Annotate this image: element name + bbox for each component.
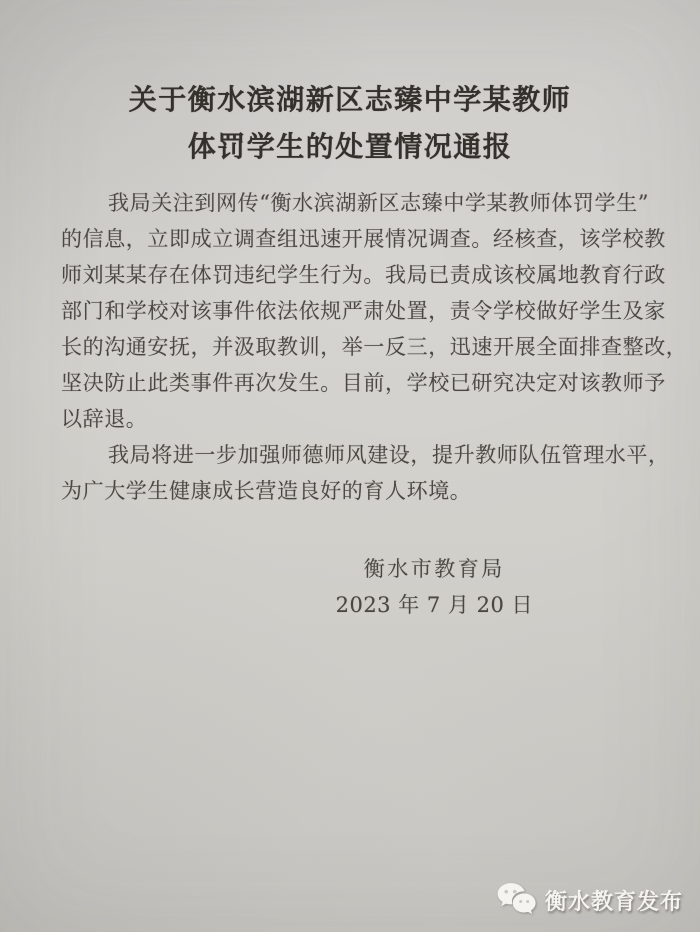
paragraph-2	[61, 437, 670, 509]
title-line-2: 体罚学生的处置情况通报	[187, 130, 513, 163]
body-line: 长的沟通安抚，并汲取教训，举一反三，迅速开展全面排查整改，	[61, 335, 688, 359]
body-line: 我局将进一步加强师德师风建设，提升教师队伍管理水平，	[108, 443, 670, 467]
body-line: 我局关注到网传“衡水滨湖新区志臻中学某教师体罚学生”	[108, 191, 650, 215]
watermark-label: 衡水教育发布	[544, 888, 683, 915]
paragraph-1	[61, 185, 688, 437]
body-line: 的信息，立即成立调查组迅速开展情况调查。经核查，该学校教	[61, 227, 666, 251]
body-line: 坚决防止此类事件再次发生。目前，学校已研究决定对该教师予	[61, 371, 666, 395]
body-line: 为广大学生健康成长营造良好的育人环境。	[61, 479, 472, 503]
signature-block	[336, 551, 533, 623]
body-line: 以辞退。	[61, 407, 148, 431]
body-line: 师刘某某存在体罚违纪学生行为。我局已责成该校属地教育行政	[61, 263, 666, 287]
issue-date: 2023 年 7 月 20 日	[335, 593, 533, 617]
issuing-authority: 衡水市教育局	[363, 557, 505, 581]
title-line-1: 关于衡水滨湖新区志臻中学某教师	[128, 83, 572, 116]
watermark	[495, 881, 683, 919]
body-line: 部门和学校对该事件依法依规严肃处置，责令学校做好学生及家	[61, 299, 666, 323]
wechat-icon	[495, 881, 538, 919]
document-body	[61, 185, 688, 509]
document-title	[0, 76, 700, 170]
